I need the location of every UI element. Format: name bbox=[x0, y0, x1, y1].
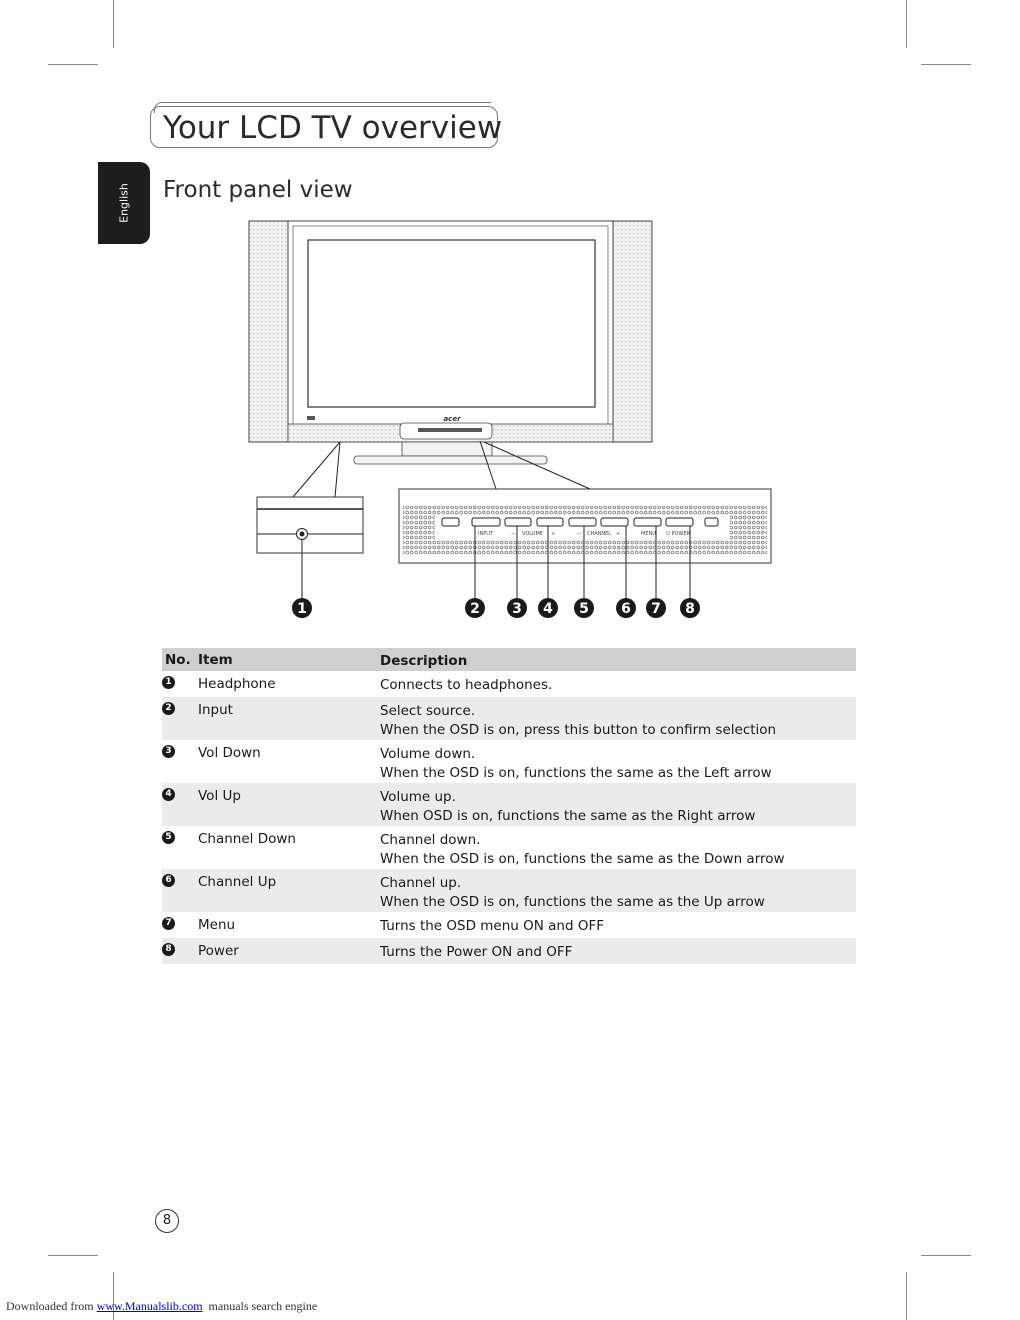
row-item: Headphone bbox=[198, 676, 276, 692]
leader-line bbox=[335, 442, 340, 497]
row-item: Channel Down bbox=[198, 831, 296, 847]
row-number-badge: 1 bbox=[162, 676, 175, 689]
panel-dot-grille-bottom bbox=[403, 540, 767, 554]
footer-link[interactable]: www.Manualslib.com bbox=[96, 1299, 203, 1313]
plus-label: + bbox=[551, 531, 556, 537]
headphone-jack-hole bbox=[300, 532, 305, 537]
row-description-line1: Channel up. bbox=[380, 875, 462, 891]
panel-dot-grille-left bbox=[403, 515, 435, 541]
row-description: Turns the OSD menu ON and OFF bbox=[380, 918, 604, 934]
row-description bbox=[380, 788, 755, 826]
input-label: INPUT bbox=[478, 531, 493, 537]
plus-label: + bbox=[616, 531, 621, 537]
table-row bbox=[162, 671, 856, 697]
row-item: Input bbox=[198, 702, 233, 718]
callout-number: 4 bbox=[543, 601, 553, 617]
row-number-badge: 3 bbox=[162, 745, 175, 758]
brand-logo: acer bbox=[443, 415, 461, 423]
table-row bbox=[162, 869, 856, 912]
crop-mark bbox=[921, 1255, 971, 1256]
panel-dot-grille-right bbox=[730, 515, 767, 541]
footer-suffix: manuals search engine bbox=[202, 1299, 318, 1313]
header-description: Description bbox=[380, 653, 468, 669]
left-speaker bbox=[249, 221, 288, 442]
footer bbox=[6, 1299, 317, 1314]
power-label: ⏻ POWER bbox=[666, 531, 691, 537]
row-item: Channel Up bbox=[198, 874, 277, 890]
table-row bbox=[162, 938, 856, 964]
row-description-line2: When the OSD is on, functions the same as the Left arrow bbox=[380, 765, 772, 781]
page-title: Your LCD TV overview bbox=[163, 110, 503, 146]
row-description-line2: When the OSD is on, functions the same as the Down arrow bbox=[380, 851, 785, 867]
leader-line bbox=[293, 442, 340, 497]
callout-number: 1 bbox=[297, 601, 307, 617]
table-row bbox=[162, 826, 856, 869]
minus-label: − bbox=[577, 531, 582, 537]
tv-screen bbox=[308, 240, 595, 407]
callout-number: 2 bbox=[470, 601, 480, 617]
led-indicator bbox=[442, 518, 459, 526]
row-description bbox=[380, 831, 785, 869]
row-item: Menu bbox=[198, 917, 236, 933]
row-description-line1: Volume up. bbox=[380, 789, 456, 805]
menu-button bbox=[634, 518, 661, 526]
tv-stand-neck bbox=[402, 442, 492, 456]
volume-up-button bbox=[537, 518, 563, 526]
front-panel-figure bbox=[0, 0, 1020, 640]
row-description: Turns the Power ON and OFF bbox=[380, 944, 573, 960]
callout-number: 6 bbox=[621, 601, 631, 617]
row-description bbox=[380, 874, 765, 912]
headphone-zoom-panel bbox=[257, 497, 363, 553]
volume-label: VOLUME bbox=[522, 531, 543, 537]
row-number-badge: 2 bbox=[162, 702, 175, 715]
header-item: Item bbox=[198, 652, 233, 668]
crop-mark bbox=[906, 1272, 907, 1320]
row-item: Vol Down bbox=[198, 745, 261, 761]
row-number-badge: 5 bbox=[162, 831, 175, 844]
right-speaker bbox=[613, 221, 652, 442]
row-description-line2: When the OSD is on, functions the same as the Up arrow bbox=[380, 894, 765, 910]
header-no: No. bbox=[165, 652, 191, 668]
page-number: 8 bbox=[155, 1209, 179, 1233]
row-description-line1: Select source. bbox=[380, 703, 476, 719]
callout-number: 3 bbox=[512, 601, 522, 617]
row-number-badge: 7 bbox=[162, 917, 175, 930]
section-title: Front panel view bbox=[163, 177, 353, 203]
channel-up-button bbox=[601, 518, 628, 526]
callout-number: 8 bbox=[685, 601, 695, 617]
row-description-line1: Channel down. bbox=[380, 832, 481, 848]
table-header bbox=[162, 648, 856, 671]
row-description-line2: When the OSD is on, press this button to confirm selection bbox=[380, 722, 777, 738]
row-item: Power bbox=[198, 943, 239, 959]
ir-sensor bbox=[705, 518, 718, 526]
row-description-line2: When OSD is on, functions the same as the Right arrow bbox=[380, 808, 756, 824]
power-button bbox=[666, 518, 693, 526]
row-number-badge: 8 bbox=[162, 943, 175, 956]
minus-label: − bbox=[511, 531, 516, 537]
table-row bbox=[162, 697, 856, 740]
table-row bbox=[162, 783, 856, 826]
language-tab-label: English bbox=[117, 183, 131, 223]
footer-prefix: Downloaded from bbox=[6, 1299, 97, 1313]
panel-dot-grille-top bbox=[403, 506, 767, 515]
row-description: Connects to headphones. bbox=[380, 677, 553, 693]
tv-indicator bbox=[307, 416, 315, 420]
row-description bbox=[380, 745, 772, 783]
table-row bbox=[162, 912, 856, 938]
crop-mark bbox=[48, 1255, 98, 1256]
row-number-badge: 4 bbox=[162, 788, 175, 801]
leader-line bbox=[484, 442, 590, 489]
row-description-line1: Volume down. bbox=[380, 746, 476, 762]
menu-label: MENU bbox=[641, 531, 656, 537]
row-number-badge: 6 bbox=[162, 874, 175, 887]
channel-label: CHANNEL bbox=[587, 531, 612, 537]
volume-down-button bbox=[505, 518, 531, 526]
channel-down-button bbox=[569, 518, 596, 526]
input-button bbox=[472, 518, 500, 526]
callout-number: 7 bbox=[651, 601, 661, 617]
tv-control-strip-inner bbox=[418, 428, 482, 432]
row-item: Vol Up bbox=[198, 788, 241, 804]
controls-table bbox=[162, 648, 856, 964]
callout-number: 5 bbox=[579, 601, 589, 617]
row-description bbox=[380, 702, 776, 740]
table-row bbox=[162, 740, 856, 783]
